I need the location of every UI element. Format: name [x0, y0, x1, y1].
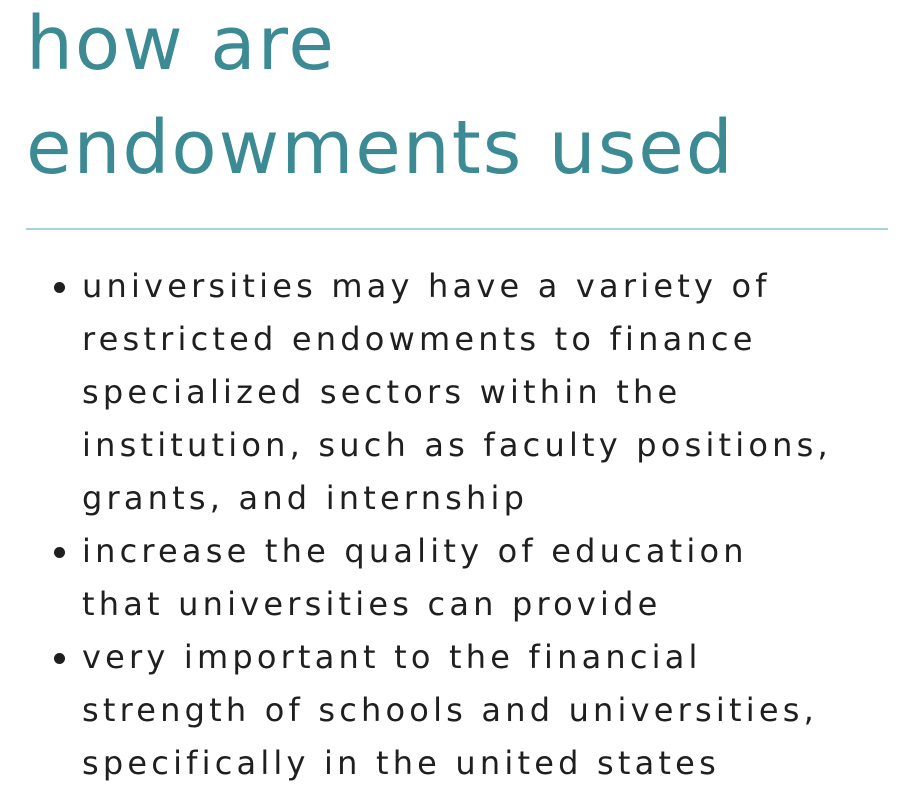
- bullet-3-line-2: strength of schools and universities,: [82, 691, 818, 729]
- title-line-2: endowments used: [26, 105, 735, 191]
- bullet-1-line-4: institution, such as faculty positions,: [82, 426, 832, 464]
- bullet-3-line-1: very important to the financial: [82, 638, 702, 676]
- bullet-list: [52, 260, 902, 790]
- bullet-1-line-3: specialized sectors within the: [82, 373, 682, 411]
- title-line-1: how are: [26, 1, 336, 87]
- bullet-dot-icon: [54, 653, 65, 664]
- bullet-dot-icon: [54, 282, 65, 293]
- bullet-1-line-1: universities may have a variety of: [82, 267, 771, 305]
- bullet-1-line-5: grants, and internship: [82, 479, 529, 517]
- bullet-item-3: [52, 631, 902, 790]
- bullet-1-line-2: restricted endowments to finance: [82, 320, 757, 358]
- slide-title: [26, 0, 735, 200]
- bullet-item-2: [52, 525, 902, 631]
- bullet-dot-icon: [54, 547, 65, 558]
- bullet-2-line-2: that universities can provide: [82, 585, 662, 623]
- bullet-item-1: [52, 260, 902, 525]
- bullet-2-line-1: increase the quality of education: [82, 532, 748, 570]
- title-divider: [26, 228, 888, 230]
- bullet-3-line-3: specifically in the united states: [82, 744, 720, 782]
